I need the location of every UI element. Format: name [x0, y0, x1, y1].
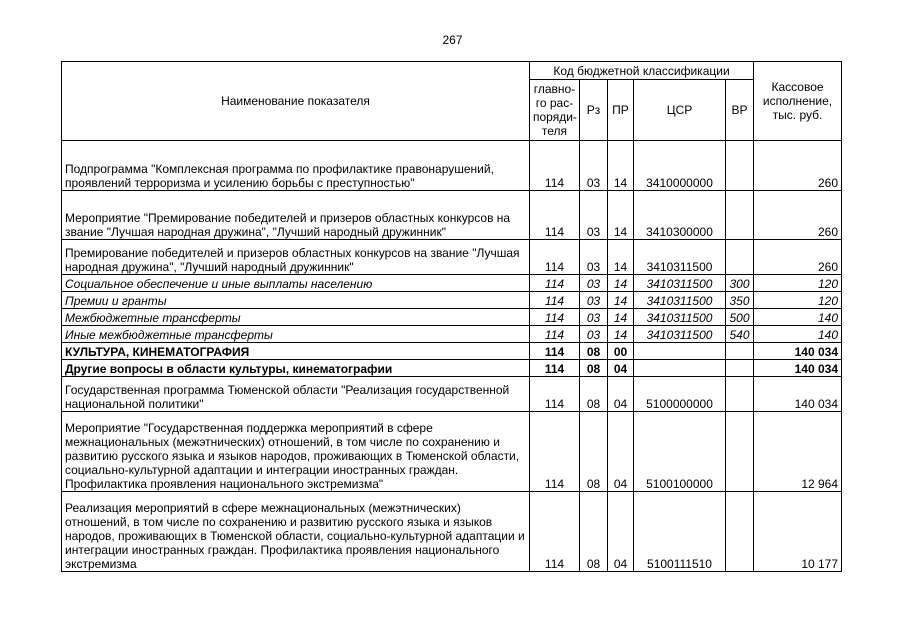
row-pr: 04	[608, 492, 634, 572]
row-rz: 08	[580, 360, 608, 377]
header-amount-line: тыс. руб.	[772, 108, 823, 122]
row-csr: 3410000000	[634, 141, 726, 191]
row-csr: 3410311500	[634, 292, 726, 309]
page-number: 267	[442, 33, 463, 47]
row-pr: 14	[608, 275, 634, 292]
row-name: Другие вопросы в области культуры, кинематографии	[62, 360, 530, 377]
table-body	[62, 141, 842, 572]
row-rz: 08	[580, 412, 608, 492]
table-row	[62, 292, 842, 309]
row-vr	[726, 360, 754, 377]
row-vr	[726, 412, 754, 492]
row-pr: 04	[608, 360, 634, 377]
row-amount: 12 964	[754, 412, 842, 492]
row-name: Реализация мероприятий в сфере межнациональных (межэтнических) отношений, в том числе по сохранению и развитию русского языка и языков народов, проживающих в Тюменской области, социально-культурной адаптации и интеграции иностранных граждан. Профилактика проявления национального экстремизма	[62, 492, 530, 572]
table-row	[62, 326, 842, 343]
row-amount: 140	[754, 326, 842, 343]
header-amount	[754, 62, 842, 141]
row-rz: 08	[580, 377, 608, 412]
row-name: Иные межбюджетные трансферты	[62, 326, 530, 343]
row-glav: 114	[530, 377, 580, 412]
row-amount: 120	[754, 275, 842, 292]
row-vr	[726, 141, 754, 191]
row-rz: 08	[580, 492, 608, 572]
row-csr	[634, 343, 726, 360]
row-vr	[726, 343, 754, 360]
header-code-group: Код бюджетной классификации	[530, 62, 754, 80]
table-row	[62, 191, 842, 240]
row-glav: 114	[530, 191, 580, 240]
row-glav: 114	[530, 141, 580, 191]
row-vr	[726, 191, 754, 240]
table-row	[62, 360, 842, 377]
row-name: Мероприятие "Премирование победителей и призеров областных конкурсов на звание "Лучшая народная дружина", "Лучший народный дружинник"	[62, 191, 530, 240]
row-csr: 3410311500	[634, 309, 726, 326]
row-name: Государственная программа Тюменской области "Реализация государственной национальной политики"	[62, 377, 530, 412]
row-pr: 04	[608, 412, 634, 492]
row-amount: 140 034	[754, 360, 842, 377]
row-rz: 03	[580, 191, 608, 240]
header-rz: Рз	[580, 80, 608, 141]
row-amount: 260	[754, 240, 842, 275]
header-glavny-line: поряди-	[533, 110, 577, 124]
row-vr	[726, 492, 754, 572]
row-vr: 500	[726, 309, 754, 326]
row-vr: 300	[726, 275, 754, 292]
row-glav: 114	[530, 492, 580, 572]
table-row	[62, 492, 842, 572]
row-name: Межбюджетные трансферты	[62, 309, 530, 326]
row-amount: 10 177	[754, 492, 842, 572]
row-glav: 114	[530, 309, 580, 326]
row-vr	[726, 240, 754, 275]
row-pr: 14	[608, 309, 634, 326]
header-amount-line: исполнение,	[762, 94, 833, 108]
row-amount: 260	[754, 191, 842, 240]
row-csr: 5100100000	[634, 412, 726, 492]
row-amount: 260	[754, 141, 842, 191]
row-name: Подпрограмма "Комплексная программа по профилактике правонарушений, проявлений терроризма и усилению борьбы с преступностью"	[62, 141, 530, 191]
row-glav: 114	[530, 343, 580, 360]
row-glav: 114	[530, 326, 580, 343]
row-name: Премирование победителей и призеров областных конкурсов на звание "Лучшая народная дружина", "Лучший народный дружинник"	[62, 240, 530, 275]
row-amount: 120	[754, 292, 842, 309]
header-name: Наименование показателя	[62, 62, 530, 141]
header-pr: ПР	[608, 80, 634, 141]
header-glavny-line: теля	[541, 124, 568, 138]
row-name: КУЛЬТУРА, КИНЕМАТОГРАФИЯ	[62, 343, 530, 360]
row-pr: 00	[608, 343, 634, 360]
row-rz: 03	[580, 326, 608, 343]
row-rz: 03	[580, 309, 608, 326]
table-row	[62, 343, 842, 360]
row-amount: 140 034	[754, 377, 842, 412]
table-row	[62, 412, 842, 492]
header-glavny	[530, 80, 580, 141]
row-csr: 3410311500	[634, 240, 726, 275]
row-csr: 5100111510	[634, 492, 726, 572]
row-pr: 14	[608, 141, 634, 191]
row-vr	[726, 377, 754, 412]
table-row	[62, 309, 842, 326]
row-csr: 3410300000	[634, 191, 726, 240]
row-rz: 08	[580, 343, 608, 360]
row-rz: 03	[580, 141, 608, 191]
table-row	[62, 377, 842, 412]
row-glav: 114	[530, 412, 580, 492]
row-vr: 350	[726, 292, 754, 309]
row-csr	[634, 360, 726, 377]
row-glav: 114	[530, 240, 580, 275]
row-pr: 14	[608, 326, 634, 343]
row-rz: 03	[580, 240, 608, 275]
row-csr: 3410311500	[634, 275, 726, 292]
table-row	[62, 141, 842, 191]
header-glavny-line: главно-	[533, 82, 576, 96]
row-rz: 03	[580, 292, 608, 309]
row-glav: 114	[530, 360, 580, 377]
row-pr: 14	[608, 191, 634, 240]
row-name: Премии и гранты	[62, 292, 530, 309]
row-vr: 540	[726, 326, 754, 343]
table-row	[62, 240, 842, 275]
budget-table	[61, 61, 842, 572]
row-rz: 03	[580, 275, 608, 292]
header-amount-line: Кассовое	[771, 80, 824, 94]
row-csr: 3410311500	[634, 326, 726, 343]
row-pr: 04	[608, 377, 634, 412]
row-name: Социальное обеспечение и иные выплаты населению	[62, 275, 530, 292]
row-pr: 14	[608, 240, 634, 275]
row-amount: 140 034	[754, 343, 842, 360]
row-amount: 140	[754, 309, 842, 326]
row-name: Мероприятие "Государственная поддержка мероприятий в сфере межнациональных (межэтнических) отношений, в том числе по сохранению и развитию русского языка и языков народов, проживающих в Тюменской области, социально-культурной адаптации и интеграции иностранных граждан. Профилактика проявления национального экстремизма"	[62, 412, 530, 492]
header-glavny-line: го рас-	[535, 96, 574, 110]
row-glav: 114	[530, 275, 580, 292]
table-row	[62, 275, 842, 292]
header-vr: ВР	[726, 80, 754, 141]
row-glav: 114	[530, 292, 580, 309]
row-csr: 5100000000	[634, 377, 726, 412]
header-csr: ЦСР	[634, 80, 726, 141]
row-pr: 14	[608, 292, 634, 309]
